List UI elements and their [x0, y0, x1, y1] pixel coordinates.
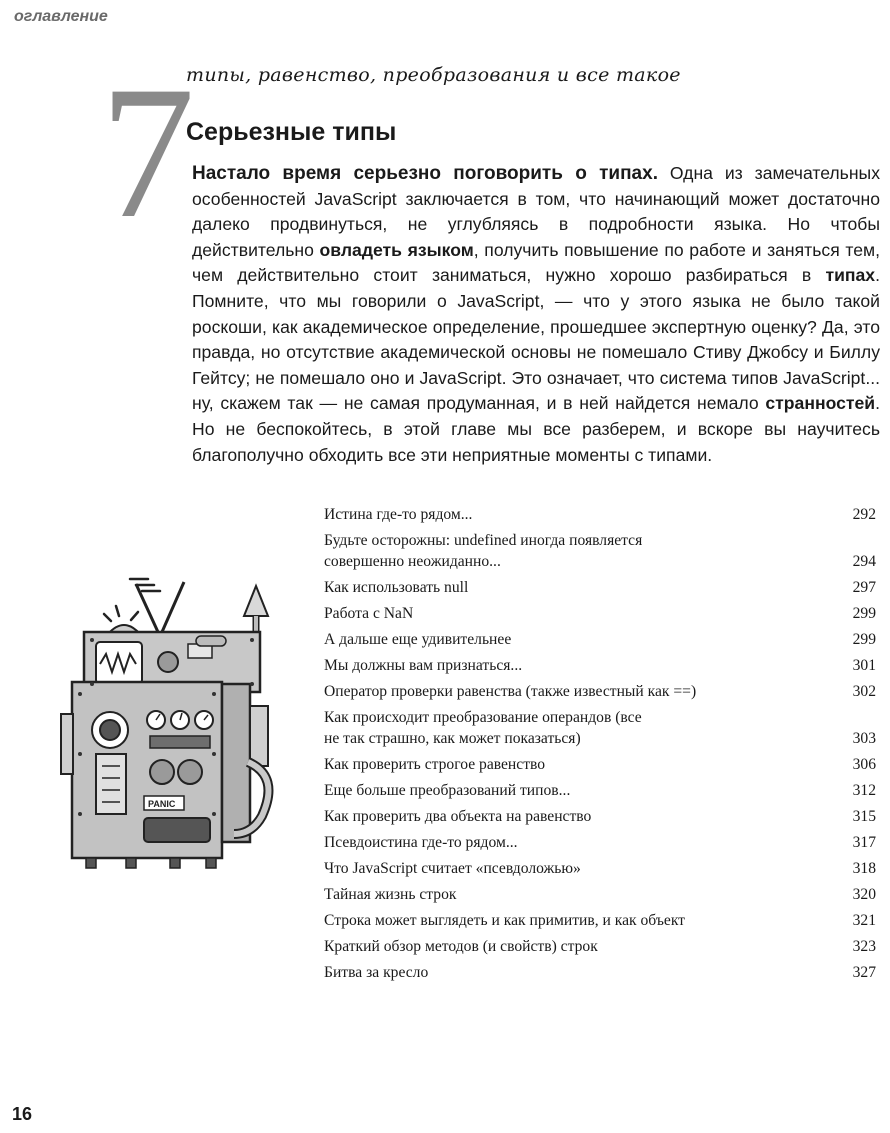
toc-item[interactable]: [324, 655, 876, 676]
toc-item[interactable]: [324, 780, 876, 801]
toc-item[interactable]: [324, 936, 876, 957]
robot-illustration: [56, 566, 286, 886]
chapter-subtitle: типы, равенство, преобразования и все такое: [186, 64, 681, 86]
toc-item-page: 301: [852, 657, 876, 674]
toc-item[interactable]: [324, 577, 876, 598]
toc-item-title: Истина где-то рядом...: [324, 506, 473, 523]
toc-item-title: Как происходит преобразование операндов (все не так страшно, как может показаться): [324, 709, 642, 747]
toc-item-page: 321: [852, 912, 876, 929]
page-number: 16: [12, 1104, 33, 1124]
toc-item-page: 312: [852, 782, 876, 799]
intro-bold: странностей: [765, 393, 876, 414]
toc-item-title: Мы должны вам признаться...: [324, 657, 523, 674]
toc-item-page: 306: [852, 756, 876, 773]
intro-text: , получить повышение по работе и заняться тем, чем действительно стоит заниматься, нужно хорошо разбираться в: [192, 239, 880, 286]
intro-bold: типах: [825, 265, 876, 286]
toc-item-title: А дальше еще удивительнее: [324, 631, 512, 648]
toc-item[interactable]: [324, 754, 876, 775]
toc-item-page: 302: [852, 683, 876, 700]
toc-item-page: 323: [852, 938, 876, 955]
toc-item-title: Как проверить строгое равенство: [324, 756, 546, 773]
toc-item[interactable]: [324, 858, 876, 879]
toc-item-page: 303: [852, 730, 876, 747]
table-of-contents: [324, 504, 876, 988]
toc-item-title: Как проверить два объекта на равенство: [324, 808, 592, 825]
toc-item[interactable]: [324, 832, 876, 853]
toc-item[interactable]: [324, 806, 876, 827]
toc-item-page: 318: [852, 860, 876, 877]
robot-panel-text: PANIC: [148, 799, 176, 809]
toc-item[interactable]: [324, 603, 876, 624]
intro-bold: овладеть языком: [319, 239, 474, 260]
toc-item[interactable]: [324, 910, 876, 931]
toc-item-page: 297: [852, 579, 876, 596]
toc-item-title: Краткий обзор методов (и свойств) строк: [324, 938, 598, 955]
toc-item[interactable]: [324, 884, 876, 905]
toc-item-title: Будьте осторожны: undefined иногда появляется совершенно неожиданно...: [324, 532, 643, 570]
toc-item[interactable]: [324, 962, 876, 983]
toc-item[interactable]: [324, 504, 876, 525]
intro-text: . Помните, что мы говорили о JavaScript, — что у этого языка не было такой роскоши, как академическое определение, прошедшее экспертную оценку? Да, это правда, но отсутствие академической основы не помешало Стиву Джобсу и Биллу Гейтсу; не помешало оно и JavaScript. Это означает, что система типов JavaScript... ну, скажем так — не самая продуманная, и в ней найдется немало: [192, 265, 880, 414]
toc-item-title: Строка может выглядеть и как примитив, и как объект: [324, 912, 686, 929]
toc-item-page: 320: [852, 886, 876, 903]
toc-item-page: 315: [852, 808, 876, 825]
toc-item-page: 299: [852, 605, 876, 622]
toc-item-title: Псевдоистина где-то рядом...: [324, 834, 518, 851]
chapter-number: 7: [100, 48, 195, 258]
toc-item-title: Битва за кресло: [324, 964, 429, 981]
toc-item-page: 294: [852, 553, 876, 570]
toc-item-page: 292: [852, 506, 876, 523]
intro-text: Одна из замечательных особенностей JavaScript заключается в том, что начинающий может достаточно далеко продвинуться, не углубляясь в подробности языка. Но чтобы действительно: [192, 163, 880, 260]
toc-item-page: 327: [852, 964, 876, 981]
toc-item[interactable]: [324, 707, 876, 749]
toc-item-title: Что JavaScript считает «псевдоложью»: [324, 860, 581, 877]
intro-lead: Настало время серьезно поговорить о типах.: [192, 163, 658, 184]
chapter-title: Серьезные типы: [186, 118, 397, 146]
running-head: оглавление: [14, 8, 108, 25]
toc-item-title: Еще больше преобразований типов...: [324, 782, 571, 799]
toc-item-title: Работа с NaN: [324, 605, 414, 622]
intro-text: . Но не беспокойтесь, в этой главе мы все разберем, и вскоре вы научитесь благополучно обходить все эти неприятные моменты с типами.: [192, 393, 880, 465]
toc-item[interactable]: [324, 530, 876, 572]
chapter-intro: [192, 161, 880, 468]
toc-item-page: 317: [852, 834, 876, 851]
toc-item[interactable]: [324, 629, 876, 650]
toc-item-title: Оператор проверки равенства (также известный как ==): [324, 683, 697, 700]
toc-item-page: 299: [852, 631, 876, 648]
toc-item[interactable]: [324, 681, 876, 702]
toc-item-title: Тайная жизнь строк: [324, 886, 457, 903]
toc-item-title: Как использовать null: [324, 579, 469, 596]
